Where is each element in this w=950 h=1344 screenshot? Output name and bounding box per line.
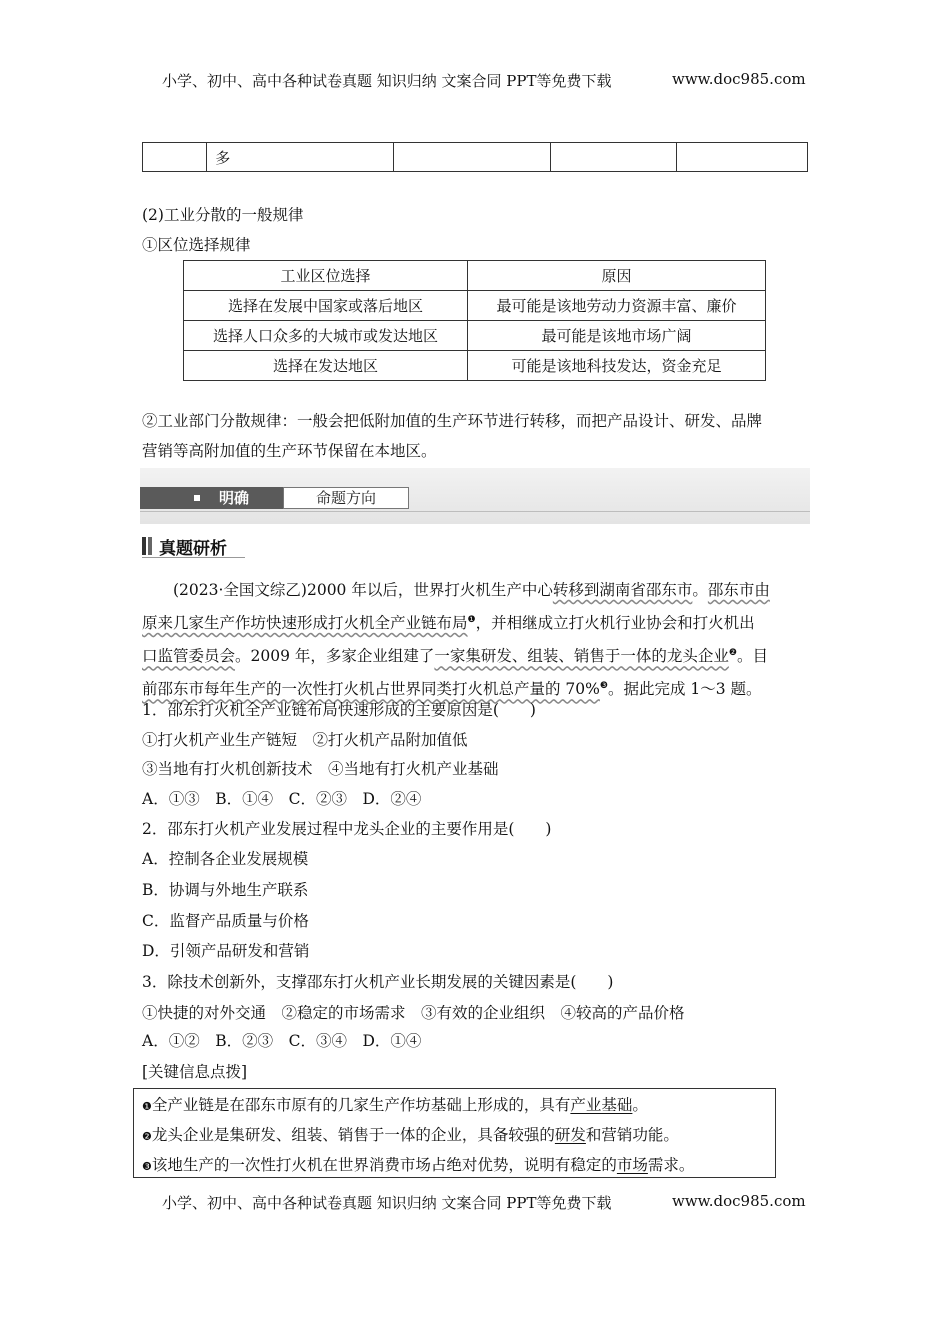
table-cell: 选择在发展中国家或落后地区: [184, 291, 468, 321]
top-table-cell: [676, 143, 807, 172]
page-footer-text: 小学、初中、高中各种试卷真题 知识归纳 文案合同 PPT等免费下载: [162, 1194, 612, 1212]
page-header-url[interactable]: www.doc985.com: [672, 70, 806, 88]
square-bullet-icon: [194, 495, 200, 501]
question-2-option-a[interactable]: A．控制各企业发展规模: [142, 850, 309, 868]
key-info-text: 龙头企业是集研发、组装、销售于一体的企业，具备较强的: [151, 1126, 555, 1144]
question-1-stem: 1．邵东打火机全产业链布局快速形成的主要原因是( ): [142, 701, 536, 719]
key-info-text: 需求。: [647, 1156, 695, 1174]
question-2-option-b[interactable]: B．协调与外地生产联系: [142, 881, 309, 899]
section-heading: (2)工业分散的一般规律: [142, 206, 304, 224]
passage-text: ，并相继成立打火机行业协会和打火机出: [475, 614, 755, 633]
question-3-statements: ①快捷的对外交通 ②稳定的市场需求 ③有效的企业组织 ④较高的产品价格: [142, 1004, 685, 1022]
zhenti-section-title: [142, 535, 245, 558]
key-info-box: [133, 1088, 776, 1178]
key-info-underlined: 研发: [554, 1126, 586, 1144]
table-row: [184, 351, 766, 381]
key-info-text: 和营销功能。: [585, 1126, 679, 1144]
passage-key-phrase: 一家集研发、组装、销售于一体的龙头企业: [434, 647, 729, 666]
question-2-option-d[interactable]: D．引领产品研发和营销: [142, 942, 310, 960]
table-row: [184, 321, 766, 351]
top-table-cell: [394, 143, 551, 172]
table-header-cell: 原因: [468, 261, 766, 291]
table-cell: 可能是该地科技发达，资金充足: [468, 351, 766, 381]
top-table-fragment: [142, 142, 808, 172]
passage-text: 。目: [736, 647, 768, 666]
question-1-choices[interactable]: A．①③ B．①④ C．②③ D．②④: [142, 790, 422, 808]
key-info-title: [关键信息点拨]: [142, 1063, 248, 1081]
question-2-stem: 2．邵东打火机产业发展过程中龙头企业的主要作用是( ): [142, 820, 552, 838]
key-marker-2: ❷: [142, 1130, 152, 1143]
passage-key-phrase: 转移到湖南省邵东市: [552, 581, 693, 599]
key-info-underlined: 市场: [616, 1156, 648, 1174]
paragraph-line: ②工业部门分散规律：一般会把低附加值的生产环节进行转移，而把产品设计、研发、品牌: [142, 412, 763, 430]
question-3-stem: 3．除技术创新外，支撑邵东打火机产业长期发展的关键因素是( ): [142, 973, 614, 991]
table-cell: 最可能是该地市场广阔: [468, 321, 766, 351]
key-info-line: [134, 1121, 775, 1151]
banner-tab-inactive[interactable]: 命题方向: [283, 487, 409, 509]
table-cell: 选择在发达地区: [184, 351, 468, 381]
key-marker-1: ❶: [142, 1100, 152, 1113]
passage-text: 。据此完成 1～3 题。: [607, 680, 762, 699]
passage-key-phrase: 前邵东市每年生产的一次性打火机占世界同类打火机总产量的 70%: [142, 680, 600, 699]
banner-tab-label: 明确: [219, 489, 250, 507]
key-info-text: 全产业链是在邵东市原有的几家生产作坊基础上形成的，具有: [151, 1096, 571, 1114]
passage-key-phrase: 邵东市由: [707, 581, 770, 599]
key-marker-3: ❸: [599, 681, 608, 692]
zhenti-title-text: 真题研析: [159, 539, 227, 559]
key-marker-1: ❶: [467, 615, 476, 625]
top-table-cell: 多: [207, 143, 394, 172]
question-1-statements: ①打火机产业生产链短 ②打火机产品附加值低: [142, 731, 468, 749]
passage-key-phrase: 原来几家生产作坊快速形成打火机全产业链布局: [142, 614, 468, 633]
page-footer-url[interactable]: www.doc985.com: [672, 1192, 806, 1210]
subsection-heading: ①区位选择规律: [142, 236, 251, 254]
key-info-text: 该地生产的一次性打火机在世界消费市场占绝对优势，说明有稳定的: [151, 1156, 617, 1174]
passage-key-phrase: 口监管委员会: [142, 647, 236, 666]
key-info-line: [134, 1151, 775, 1181]
location-table: [183, 260, 766, 381]
top-table-cell: [551, 143, 676, 172]
passage-text: (2023·全国文综乙)2000 年以后，世界打火机生产中心: [173, 581, 553, 599]
title-bar-icon: [148, 537, 152, 555]
passage-text: 。2009 年，多家企业组建了: [235, 647, 435, 666]
paragraph-line: 营销等高附加值的生产环节保留在本地区。: [142, 442, 437, 460]
top-table-cell: [143, 143, 207, 172]
question-2-option-c[interactable]: C．监督产品质量与价格: [142, 912, 309, 930]
question-1-statements: ③当地有打火机创新技术 ④当地有打火机产业基础: [142, 760, 499, 778]
title-bar-icon: [142, 537, 146, 555]
key-info-underlined: 产业基础: [570, 1096, 633, 1114]
banner-tab-active[interactable]: [140, 487, 283, 509]
table-header-cell: 工业区位选择: [184, 261, 468, 291]
passage-text: 。: [692, 581, 708, 599]
table-row: [184, 291, 766, 321]
banner-divider: [140, 511, 810, 512]
table-cell: 最可能是该地劳动力资源丰富、廉价: [468, 291, 766, 321]
question-passage: [142, 575, 810, 704]
table-cell: 选择人口众多的大城市或发达地区: [184, 321, 468, 351]
key-marker-2: ❷: [728, 648, 737, 659]
key-marker-3: ❸: [142, 1160, 152, 1173]
question-3-choices[interactable]: A．①② B．②③ C．③④ D．①④: [142, 1032, 422, 1050]
key-info-line: [134, 1089, 775, 1121]
page-header-text: 小学、初中、高中各种试卷真题 知识归纳 文案合同 PPT等免费下载: [162, 72, 612, 90]
key-info-text: 。: [632, 1096, 648, 1114]
